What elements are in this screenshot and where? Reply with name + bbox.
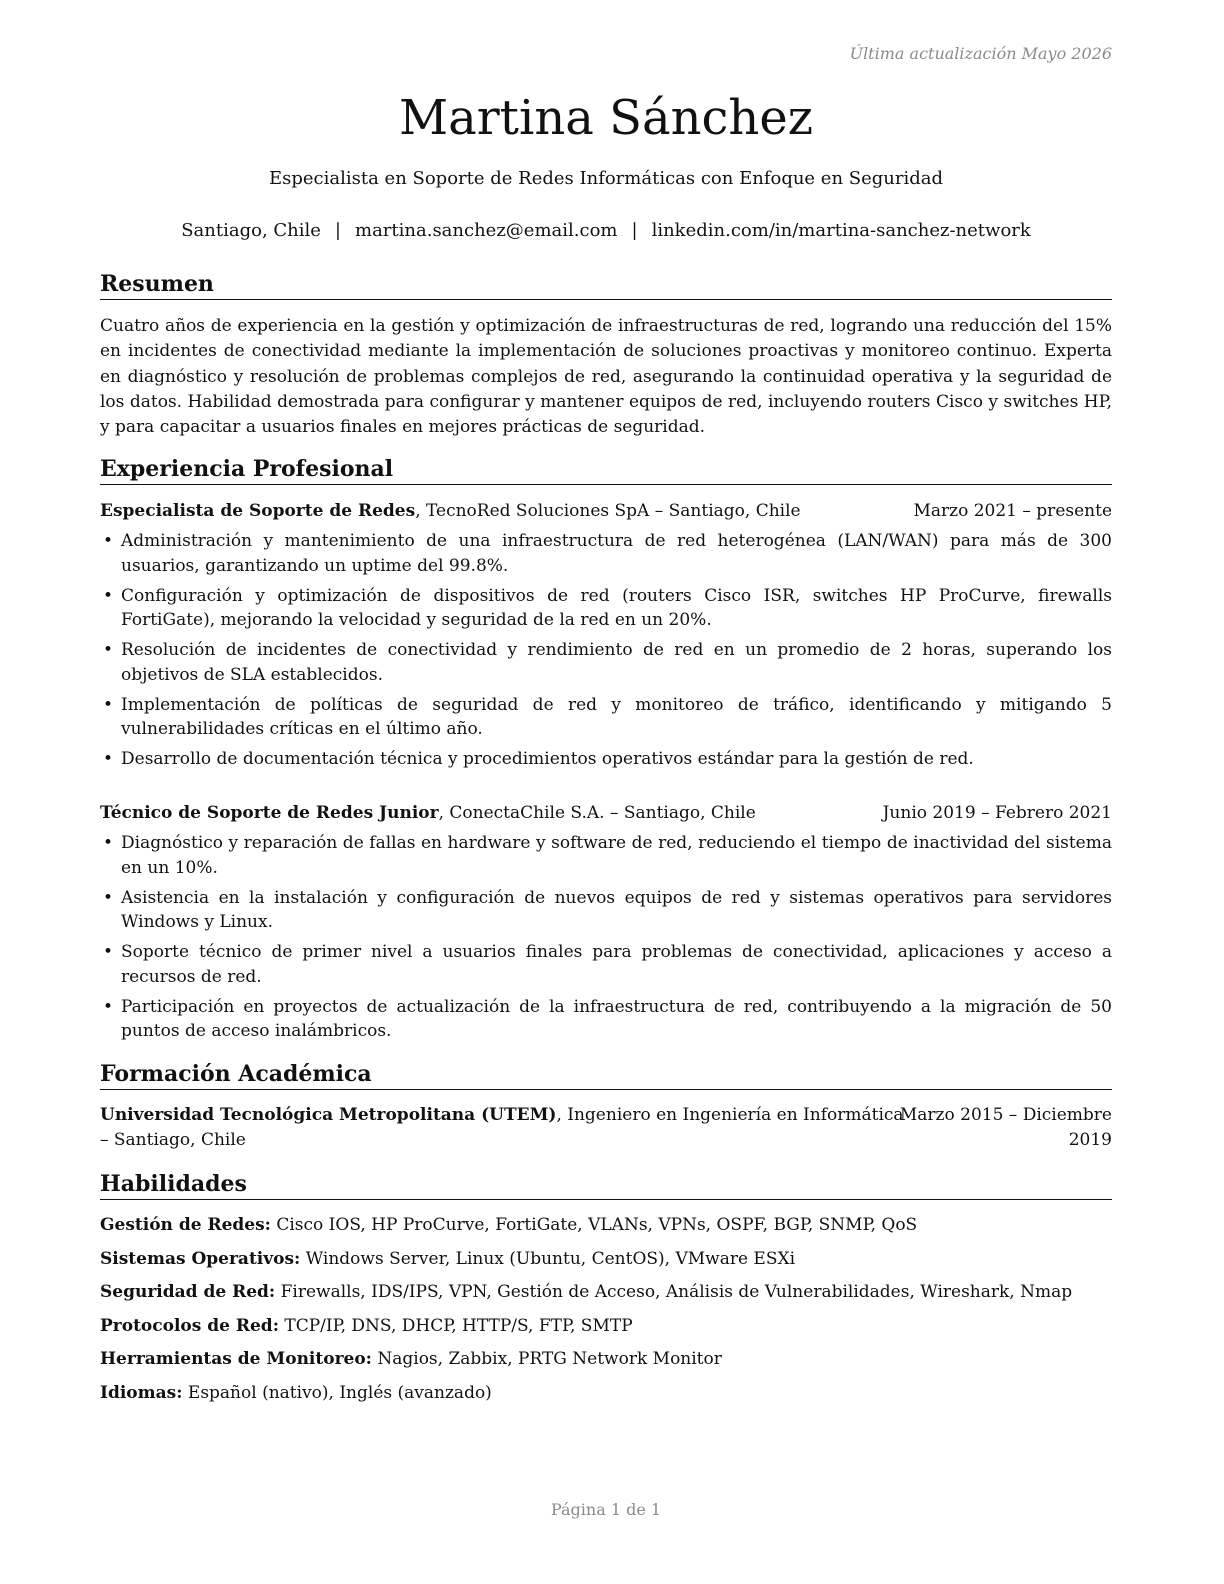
contact-linkedin[interactable]: linkedin.com/in/martina-sanchez-network	[651, 220, 1031, 241]
bullet-icon: •	[103, 694, 114, 715]
resume-page	[100, 0, 1112, 1584]
bullet-text: Desarrollo de documentación técnica y procedimientos operativos estándar para la gestión de red.	[121, 749, 974, 769]
list-item	[100, 638, 1112, 687]
skill-value: Español (nativo), Inglés (avanzado)	[182, 1382, 492, 1403]
list-item	[100, 995, 1112, 1044]
skill-value: TCP/IP, DNS, DHCP, HTTP/S, FTP, SMTP	[278, 1315, 633, 1336]
job-role: Especialista de Soporte de Redes	[100, 501, 416, 521]
section-title-skills: Habilidades	[100, 1170, 1112, 1200]
list-item	[100, 886, 1112, 935]
bullet-text: Asistencia en la instalación y configuración de nuevos equipos de red y sistemas operativos para servidores Windows y Linux.	[121, 887, 1112, 932]
list-item	[100, 940, 1112, 989]
skill-label: Idiomas:	[100, 1382, 183, 1403]
skill-value: Firewalls, IDS/IPS, VPN, Gestión de Acceso, Análisis de Vulnerabilidades, Wireshark, Nmap	[275, 1282, 1073, 1303]
education-dates-end: 2019	[1068, 1130, 1112, 1150]
bullet-text: Implementación de políticas de seguridad de red y monitoreo de tráfico, identificando y mitigando 5 vulnerabilidades críticas en el último año.	[121, 694, 1112, 739]
section-title-education: Formación Académica	[100, 1060, 1112, 1090]
section-title-experience: Experiencia Profesional	[100, 455, 1112, 485]
education-institution: Universidad Tecnológica Metropolitana (UTEM)	[100, 1105, 557, 1125]
skill-value: Cisco IOS, HP ProCurve, FortiGate, VLANs, VPNs, OSPF, BGP, SNMP, QoS	[270, 1215, 918, 1235]
skill-label: Sistemas Operativos:	[100, 1248, 301, 1269]
bullet-text: Soporte técnico de primer nivel a usuarios finales para problemas de conectividad, aplicaciones y acceso a recursos de red.	[121, 942, 1112, 987]
summary-text: Cuatro años de experiencia en la gestión y optimización de infraestructuras de red, logrando una reducción del 15% en incidentes de conectividad mediante la implementación de soluciones proactivas y monitoreo continuo. Experta en diagnóstico y resolución de problemas complejos de red, asegurando la continuidad operativa y la seguridad de los datos. Habilidad demostrada para configurar y mantener equipos de red, incluyendo routers Cisco y switches HP, y para capacitar a usuarios finales en mejores prácticas de seguridad.	[100, 316, 1112, 438]
skill-label: Gestión de Redes:	[100, 1215, 271, 1235]
list-item	[100, 831, 1112, 880]
bullet-icon: •	[103, 996, 114, 1017]
candidate-headline: Especialista en Soporte de Redes Informáticas con Enfoque en Seguridad	[268, 168, 944, 189]
bullet-text: Diagnóstico y reparación de fallas en hardware y software de red, reduciendo el tiempo de inactividad del sistema en un 10%.	[121, 833, 1112, 878]
bullet-text: Participación en proyectos de actualización de la infraestructura de red, contribuyendo a la migración de 50 puntos de acceso inalámbricos.	[121, 996, 1112, 1041]
education-dates: Marzo 2015 – Diciembre	[899, 1105, 1112, 1125]
job-bullets	[100, 831, 1112, 1049]
job-dates: Junio 2019 – Febrero 2021	[882, 803, 1112, 823]
job-header	[100, 801, 1112, 825]
education-row	[100, 1103, 1112, 1128]
contact-line	[100, 219, 1112, 243]
skill-row	[100, 1314, 1112, 1348]
bullet-text: Resolución de incidentes de conectividad y rendimiento de red en un promedio de 2 horas, superando los objetivos de SLA establecidos.	[121, 640, 1112, 685]
bullet-icon: •	[103, 749, 114, 769]
job-bullets	[100, 529, 1112, 777]
skill-value: Windows Server, Linux (Ubuntu, CentOS), VMware ESXi	[300, 1248, 796, 1269]
list-item	[100, 529, 1112, 578]
skill-row	[100, 1381, 1112, 1415]
job-role: Técnico de Soporte de Redes Junior	[100, 803, 439, 823]
job-dates: Marzo 2021 – presente	[913, 501, 1112, 521]
bullet-icon: •	[103, 585, 114, 606]
bullet-text: Administración y mantenimiento de una infraestructura de red heterogénea (LAN/WAN) para más de 300 usuarios, garantizando un uptime del 99.8%.	[121, 531, 1112, 576]
bullet-text: Configuración y optimización de dispositivos de red (routers Cisco ISR, switches HP ProCurve, firewalls FortiGate), mejorando la velocidad y seguridad de la red en un 20%.	[121, 585, 1112, 630]
bullet-icon: •	[103, 887, 114, 908]
page-number: Página 1 de 1	[550, 1500, 662, 1519]
skill-row	[100, 1347, 1112, 1381]
candidate-name: Martina Sánchez	[398, 90, 814, 146]
list-item	[100, 584, 1112, 633]
contact-location: Santiago, Chile	[181, 220, 321, 241]
last-updated: Última actualización Mayo 2026	[849, 44, 1112, 63]
bullet-icon: •	[103, 833, 114, 853]
skill-label: Herramientas de Monitoreo:	[100, 1349, 372, 1370]
contact-email[interactable]: martina.sanchez@email.com	[355, 220, 618, 241]
list-item	[100, 693, 1112, 742]
education-degree: , Ingeniero en Ingeniería en Informática	[556, 1105, 904, 1125]
contact-separator: |	[334, 220, 341, 241]
bullet-icon: •	[103, 640, 114, 660]
skill-row	[100, 1280, 1112, 1314]
education-row	[100, 1128, 1112, 1153]
job-company: , ConectaChile S.A. – Santiago, Chile	[438, 803, 756, 823]
skills-list	[100, 1213, 1112, 1415]
skill-row	[100, 1247, 1112, 1281]
job-header	[100, 499, 1112, 523]
education-entry	[100, 1103, 1112, 1153]
skill-value: Nagios, Zabbix, PRTG Network Monitor	[371, 1349, 722, 1370]
bullet-icon: •	[103, 531, 114, 551]
job-company: , TecnoRed Soluciones SpA – Santiago, Chile	[415, 501, 801, 521]
education-location: – Santiago, Chile	[100, 1130, 246, 1150]
skill-label: Seguridad de Red:	[100, 1282, 276, 1303]
skill-label: Protocolos de Red:	[100, 1315, 279, 1336]
section-title-summary: Resumen	[100, 270, 1112, 300]
skill-row	[100, 1213, 1112, 1247]
contact-separator: |	[631, 220, 638, 241]
list-item	[100, 747, 1112, 772]
bullet-icon: •	[103, 942, 114, 962]
